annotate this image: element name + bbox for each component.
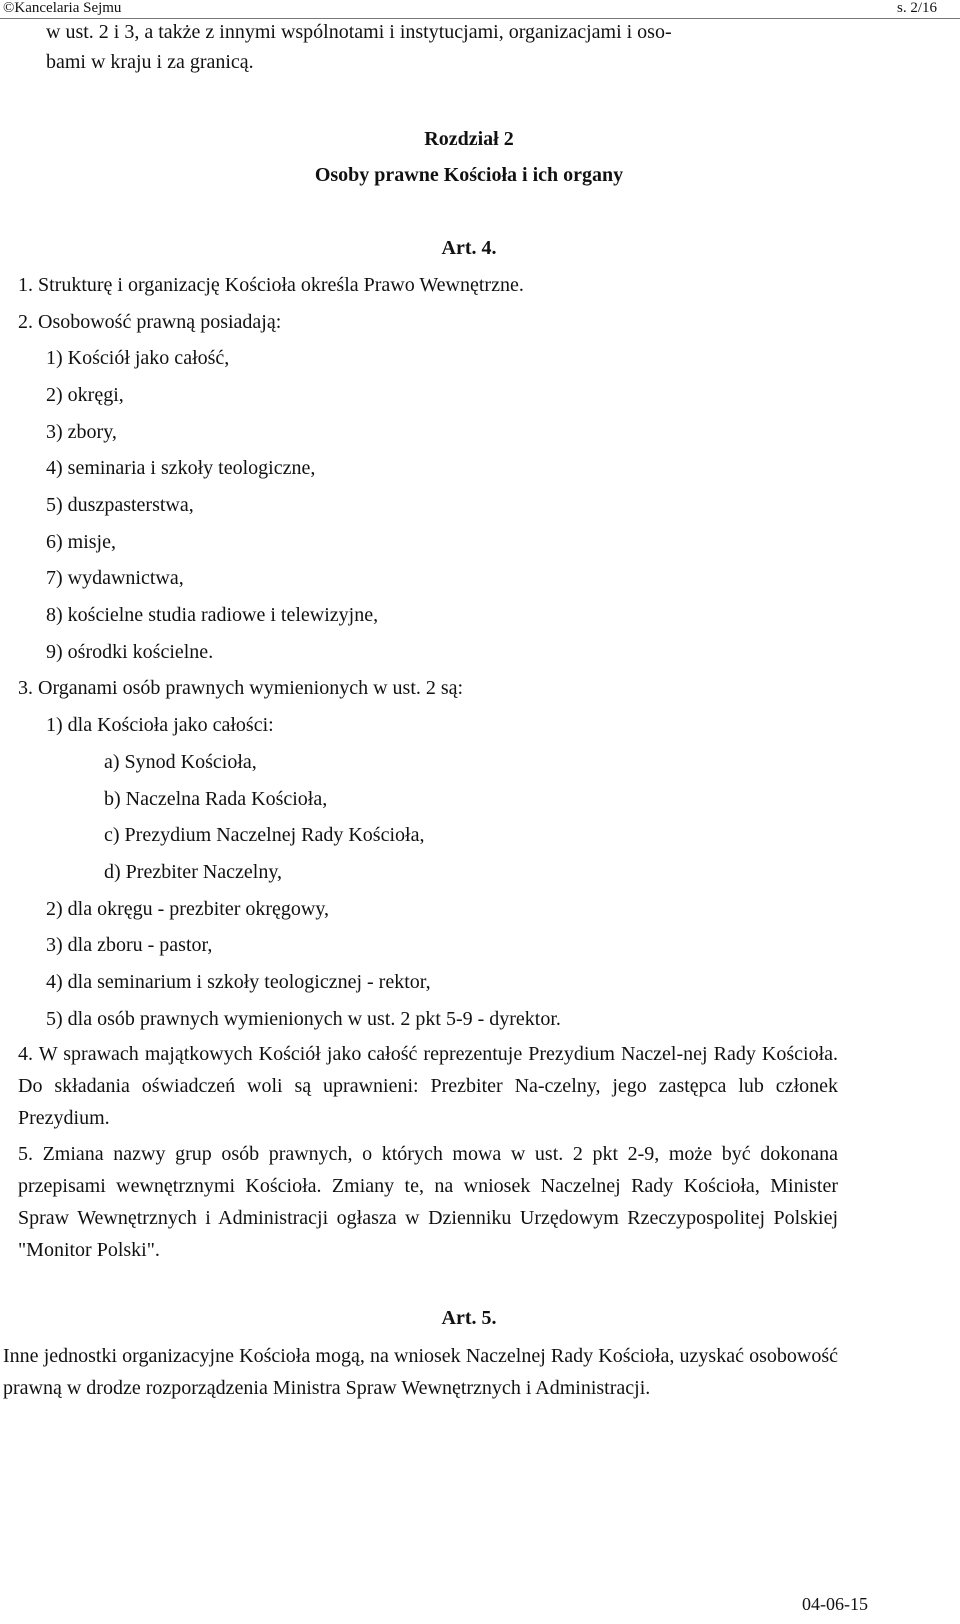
- sub-list-item: a) Synod Kościoła,: [104, 751, 257, 773]
- art4-paragraph-4: 4. W sprawach majątkowych Kościół jako całość reprezentuje Prezydium Naczel-nej Rady Kościoła. Do składania oświadczeń woli są uprawnieni: Prezbiter Na-czelny, jego zastępca lub członek Prezydium.: [18, 1043, 838, 1129]
- list-item: 1) Kościół jako całość,: [46, 347, 230, 369]
- intro-line-1: w ust. 2 i 3, a także z innymi wspólnotami i instytucjami, organizacjami i oso-: [46, 21, 672, 43]
- list-item: 5) duszpasterstwa,: [46, 494, 194, 516]
- art5-heading: Art. 5.: [441, 1307, 497, 1329]
- page-number: s. 2/16: [896, 0, 937, 16]
- list-item: 3) zbory,: [46, 421, 117, 443]
- sub-list-item: c) Prezydium Naczelnej Rady Kościoła,: [104, 824, 425, 846]
- intro-line-2: bami w kraju i za granicą.: [46, 51, 254, 73]
- list-item: 2) dla okręgu - prezbiter okręgowy,: [46, 898, 330, 920]
- art4-paragraph-1: 1. Strukturę i organizację Kościoła określa Prawo Wewnętrzne.: [18, 274, 524, 296]
- list-item: 3) dla zboru - pastor,: [46, 934, 213, 956]
- header-copyright: ©Kancelaria Sejmu: [3, 0, 122, 16]
- list-item: 4) dla seminarium i szkoły teologicznej - rektor,: [46, 971, 431, 993]
- list-item: 6) misje,: [46, 531, 116, 553]
- chapter-title: Osoby prawne Kościoła i ich organy: [314, 164, 624, 186]
- chapter-number: Rozdział 2: [424, 128, 514, 150]
- page-header: [0, 0, 960, 19]
- list-item: 1) dla Kościoła jako całości:: [46, 714, 274, 736]
- art4-heading: Art. 4.: [441, 237, 497, 259]
- sub-list-item: d) Prezbiter Naczelny,: [104, 861, 283, 883]
- list-item: 5) dla osób prawnych wymienionych w ust. 2 pkt 5-9 - dyrektor.: [46, 1008, 561, 1030]
- art4-paragraph-2: 2. Osobowość prawną posiadają:: [18, 311, 282, 333]
- list-item: 9) ośrodki kościelne.: [46, 641, 214, 663]
- art4-paragraph-3: 3. Organami osób prawnych wymienionych w ust. 2 są:: [18, 677, 464, 699]
- sub-list-item: b) Naczelna Rada Kościoła,: [104, 788, 328, 810]
- art4-paragraph-5: 5. Zmiana nazwy grup osób prawnych, o których mowa w ust. 2 pkt 2-9, może być dokonana przepisami wewnętrznymi Kościoła. Zmiany te, na wniosek Naczelnej Rady Kościoła, Minister Spraw Wewnętrznych i Administracji ogłasza w Dzienniku Urzędowym Rzeczypospolitej Polskiej "Monitor Polski".: [18, 1143, 838, 1261]
- list-item: 7) wydawnictwa,: [46, 567, 184, 589]
- list-item: 8) kościelne studia radiowe i telewizyjne,: [46, 604, 379, 626]
- art5-text: Inne jednostki organizacyjne Kościoła mogą, na wniosek Naczelnej Rady Kościoła, uzyskać osobowość prawną w drodze rozporządzenia Ministra Spraw Wewnętrznych i Administracji.: [3, 1345, 838, 1399]
- list-item: 2) okręgi,: [46, 384, 124, 406]
- list-item: 4) seminaria i szkoły teologiczne,: [46, 457, 316, 479]
- footer-date: 04-06-15: [802, 1594, 868, 1614]
